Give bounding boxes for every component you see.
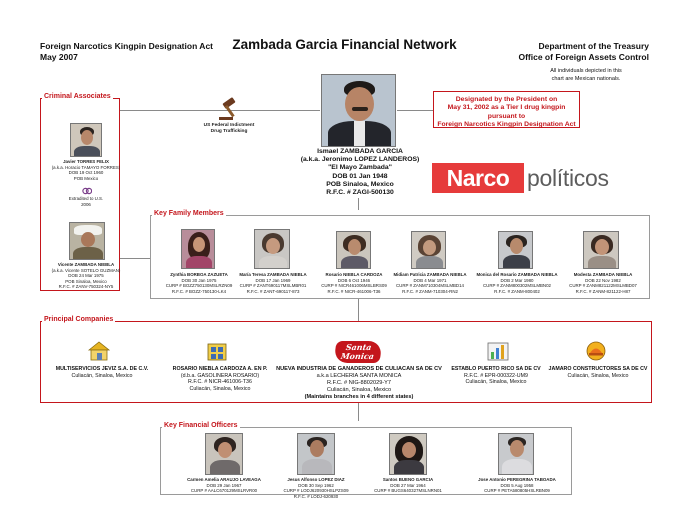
logo-text: Monica — [340, 351, 375, 361]
extradition-text: Extradited to U.S. — [68, 196, 104, 201]
officer-caption — [182, 477, 266, 494]
connector-line — [358, 299, 359, 321]
gas-station-icon — [205, 340, 229, 362]
company-name: JAMARO CONSTRUCTORES SA DE CV — [548, 366, 648, 372]
kingpin-dob: DOB 01 Jan 1948 — [332, 172, 388, 180]
family-dob: DOB 2 Mar 1980 — [500, 277, 534, 283]
kingpin-rfc: R.F.C. # ZAGI-500130 — [326, 189, 394, 197]
company-caption — [48, 366, 156, 379]
family-caption — [474, 272, 560, 294]
watermark-part2: políticos — [527, 165, 609, 191]
company-location: Culiacán, Sinaloa, Mexico — [465, 379, 527, 386]
company-rfc: R.F.C. # NICR-461006-T36 — [188, 379, 252, 386]
logo-text: Santa — [345, 342, 373, 352]
associate-pob: POB Sinaloa, Mexico — [65, 278, 107, 284]
officer-caption — [470, 477, 564, 494]
designation-line: Foreign Narcotics Kingpin Designation Act — [437, 120, 576, 128]
family-photo — [498, 231, 533, 269]
officer-curp: CURP # BUGS640327MSLNRN01 — [374, 488, 442, 494]
family-curp: CURP # ZANT690117MSLMBR01 — [239, 283, 307, 289]
associate-alias: (a.k.a. Horacio TAMAYO FORRES) — [51, 164, 121, 170]
officer-photo — [205, 433, 243, 475]
company-location: Culiacán, Sinaloa, Mexico — [567, 372, 629, 379]
associate-photo — [70, 123, 102, 157]
designation-box — [433, 91, 580, 128]
officers-title: Key Financial Officers — [164, 422, 238, 429]
officer-name: Jesus Alfonso LOPEZ DIAZ — [287, 477, 345, 482]
family-curp: CURP # NICR461006MSLBRS09 — [321, 283, 387, 289]
family-rfc: R.F.C. # ZANM-821122-H87 — [575, 288, 631, 294]
family-rfc: R.F.C. # NICR-461006-T36 — [327, 288, 381, 294]
family-photo — [254, 229, 290, 269]
extradition-year: 2006 — [81, 201, 91, 207]
officer-rfc: R.F.C. # LODJ-620930 — [293, 493, 339, 499]
officer-curp: CURP # PETA580805HSLRBN09 — [484, 488, 550, 494]
company-name: NUEVA INDUSTRIA DE GANADEROS DE CULIACAN SA DE CV — [276, 366, 442, 372]
officer-dob: DOB 5 Aug 1958 — [500, 482, 534, 488]
family-photo — [583, 231, 619, 269]
designation-line: May 31, 2002 as a Tier I drug kingpin pursuant to — [447, 104, 566, 120]
connector-line — [397, 110, 433, 111]
officer-photo — [389, 433, 427, 475]
associate-caption — [44, 262, 128, 290]
company-location: Culiacán, Sinaloa, Mexico — [71, 372, 133, 379]
watermark-part1: Narco — [432, 163, 524, 193]
kingpin-alias: (a.k.a. Jeronimo LOPEZ LANDEROS) — [300, 156, 420, 164]
associate-rfc: R.F.C. # ZANV-750324-NY5 — [58, 284, 114, 290]
company-name: MULTISERVICIOS JEVIZ S.A. DE C.V. — [55, 366, 149, 372]
stable-icon — [486, 340, 510, 362]
associate-name: Vicente ZAMBADA NIEBLA — [57, 262, 115, 267]
family-title: Key Family Members — [154, 210, 224, 217]
family-rfc: R.F.C. # ZANM-710304-RN2 — [402, 288, 458, 294]
kingpin-name: Ismael ZAMBADA GARCIA — [317, 148, 403, 155]
family-caption — [163, 272, 235, 294]
construction-icon — [584, 340, 608, 362]
indictment-label — [193, 123, 265, 135]
page-title: Zambada Garcia Financial Network — [232, 37, 457, 52]
family-dob: DOB 6 Oct 1946 — [337, 277, 371, 283]
connector-line — [358, 403, 359, 421]
company-alias: a.k.a LECHERIA SANTA MONICA — [316, 373, 402, 379]
connector-line — [120, 258, 150, 259]
santa-monica-logo — [333, 341, 382, 363]
family-dob: DOB 22 Nov 1982 — [585, 277, 621, 283]
extradition-note — [44, 196, 128, 207]
act-name: Foreign Narcotics Kingpin Designation Act — [40, 41, 214, 51]
family-name: Modesta ZAMBADA NIEBLA — [573, 272, 633, 277]
note-line: chart are Mexican nationals. — [551, 76, 621, 82]
nationality-note — [531, 67, 641, 83]
agency-department: Department of the Treasury — [538, 41, 649, 51]
family-name: Rosario NIEBLA CARDOZA — [325, 272, 383, 277]
company-name: ROSARIO NIEBLA CARDOZA A. EN P. — [172, 366, 268, 372]
officer-dob: DOB 30 Sep 1962 — [298, 482, 334, 488]
family-dob: DOB 17 Jan 1969 — [255, 277, 291, 283]
officer-name: Santos BUENO GARCIA — [382, 477, 434, 482]
officer-curp: CURP # AALC670129MSLRVR00 — [190, 488, 258, 494]
associate-pob: POB Mexico — [73, 175, 99, 181]
officer-photo — [297, 433, 335, 475]
gavel-icon — [217, 97, 243, 121]
company-caption — [546, 366, 650, 379]
family-name: Midiam Patricia ZAMBADA NIEBLA — [393, 272, 467, 277]
company-name: ESTABLO PUERTO RICO SA DE CV — [451, 366, 541, 372]
officer-dob: DOB 29 Jan 1967 — [206, 482, 242, 488]
family-name: María Teresa ZAMBADA NIEBLA — [239, 272, 307, 277]
company-location: Culiacán, Sinaloa, Mexico — [189, 385, 251, 392]
company-alias: (d.b.a. GASOLINERA ROSARIO) — [180, 372, 260, 379]
family-rfc: R.F.C. # ZANM-800402 — [494, 288, 540, 294]
family-photo — [336, 231, 371, 269]
officer-caption — [274, 477, 358, 499]
company-caption — [276, 366, 442, 401]
family-curp: CURP # ZANM800302MSLMBN02 — [482, 283, 551, 289]
company-branches-note: (Maintains branches in 4 different states) — [304, 394, 414, 400]
family-name: Zynthia BORBOA ZAZUETA — [170, 272, 228, 277]
kingpin-caption — [280, 148, 440, 197]
family-curp: CURP # BOZZ750130MSLRZN09 — [165, 283, 233, 289]
family-rfc: R.F.C. # BOZZ-750130-LK4 — [171, 288, 227, 294]
handcuffs-icon — [82, 186, 92, 196]
family-dob: DOB 4 Mar 1971 — [413, 277, 447, 283]
narcopoliticos-watermark — [432, 163, 650, 193]
kingpin-photo — [321, 74, 396, 147]
company-caption — [165, 366, 275, 392]
family-caption — [236, 272, 310, 294]
companies-title: Principal Companies — [44, 316, 114, 323]
family-curp: CURP # ZANM710304MSLMBD14 — [395, 283, 464, 289]
officer-name: Jose Antonio PEREGRINA TABOADA — [478, 477, 556, 482]
family-rfc: R.F.C. # ZANT-690117-873 — [246, 288, 300, 294]
note-line: All individuals depicted in this — [550, 68, 622, 74]
officer-name: Carmen Amelia ARAUJO LAVEAGA — [187, 477, 261, 482]
associate-dob: DOB 24 Mar 1975 — [68, 273, 104, 279]
officer-photo — [498, 433, 534, 475]
family-caption — [392, 272, 468, 294]
officer-caption — [366, 477, 450, 494]
associate-alias: (a.k.a. Vicente SOTELO GUZMAN) — [51, 267, 121, 273]
kingpin-nickname: "El Mayo Zambada" — [328, 164, 392, 172]
indictment-line: US Federal Indictment — [203, 123, 255, 128]
designation-line: Designated by the President on — [455, 96, 558, 103]
agency-label — [518, 41, 649, 63]
company-caption — [447, 366, 545, 386]
connector-line — [358, 198, 359, 210]
act-date: May 2007 — [40, 52, 78, 62]
family-name: Monica del Rosario ZAMBADA NIEBLA — [476, 272, 558, 277]
family-curp: CURP # ZANM821122MSLMBD07 — [569, 283, 637, 289]
associate-photo — [69, 222, 105, 260]
officer-curp: CURP # LODJ620930HSLPZS09 — [283, 488, 349, 494]
company-rfc: R.F.C. # EPR-000322-UM9 — [464, 372, 528, 379]
criminal-associates-title: Criminal Associates — [44, 93, 111, 100]
associate-name: Javier TORRES FELIX — [63, 159, 109, 164]
family-dob: DOB 30 Jan 1975 — [181, 277, 217, 283]
company-location: Culiacán, Sinaloa, Mexico — [326, 387, 392, 393]
kingpin-pob: POB Sinaloa, Mexico — [326, 180, 394, 188]
associate-dob: DOB 19 Oct 1960 — [68, 170, 104, 176]
associate-caption — [44, 159, 128, 181]
service-building-icon — [87, 340, 111, 362]
agency-office: Office of Foreign Assets Control — [518, 52, 649, 62]
company-rfc: R.F.C. # NIG-8802029-Y7 — [326, 380, 392, 386]
family-caption — [316, 272, 392, 294]
indictment-line: Drug Trafficking — [210, 129, 248, 134]
family-caption — [563, 272, 643, 294]
family-photo — [181, 229, 215, 269]
family-photo — [411, 231, 446, 269]
officer-dob: DOB 27 Mar 1964 — [390, 482, 426, 488]
